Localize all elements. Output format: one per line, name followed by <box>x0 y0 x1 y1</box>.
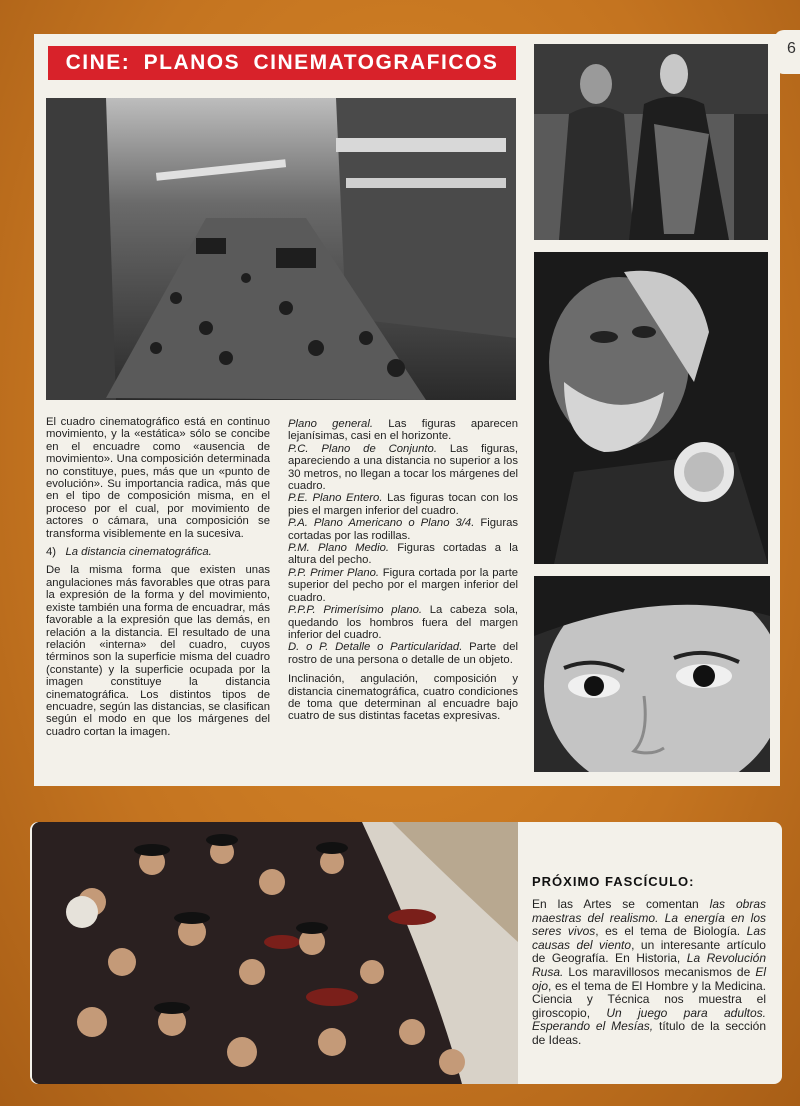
plano-term: P.M. Plano Medio. <box>288 542 390 555</box>
old-man-closeup-image <box>534 252 768 564</box>
crowd-scene-image <box>32 822 518 1084</box>
plano-term: P.C. Plano de Conjunto. <box>288 442 437 455</box>
next-text-italic: Las causas del viento <box>532 924 766 952</box>
section-title: La distancia cinematográfica. <box>65 546 212 559</box>
plano-term: P.P. Primer Plano. <box>288 566 380 579</box>
photo-western-street <box>46 98 516 400</box>
photo-old-man <box>534 252 768 564</box>
planos-list <box>288 418 518 666</box>
closing-paragraph: Inclinación, angulación, composición y distancia cinematográfica, cuatro condiciones de toma que determinan al encuadre bajo cuatro de sus distintas facetas expresivas. <box>288 673 518 723</box>
woman-eyes-closeup-image <box>534 576 770 772</box>
next-text-italic: las obras maestras del realismo. <box>532 897 766 925</box>
plano-desc: Las figuras tocan con los pies el margen inferior del cuadro. <box>288 492 519 517</box>
plano-term: P.A. Plano Americano o Plano 3/4. <box>288 517 475 530</box>
plano-desc: Parte del rostro de una persona o detalle de un objeto. <box>288 641 518 666</box>
next-issue-title: PRÓXIMO FASCÍCULO: <box>532 874 695 889</box>
article-column-2 <box>288 418 518 729</box>
plano-desc: Figuras cortadas por las rodillas. <box>288 517 519 542</box>
page-title: CINE: PLANOS CINEMATOGRAFICOS <box>48 46 516 80</box>
plano-item <box>288 604 518 641</box>
section-number: 4) <box>46 546 57 559</box>
plano-desc: Las figuras aparecen lejanísimas, casi en el horizonte. <box>288 418 518 443</box>
article-column-1 <box>46 416 270 744</box>
plano-term: Plano general. <box>288 418 373 430</box>
plano-item <box>288 492 518 517</box>
page-number: 6 <box>787 40 796 57</box>
body-paragraph: De la misma forma que existen unas angulaciones más favorables que otras para la expresión de la forma y del movimiento, existe también una forma de encuadrar, más favorable a la expresión que las demás, en relación a la distancia. El resultado de una relación «interna» del cuadro, cuyos términos son la superficie misma del cuadro (constante) y la superficie ocupada por la imagen constituye la distancia cinematográfica. Los distintos tipos de encuadre, según las distancias, se clasifican según el modo en que los márgenes del cuadro cortan la imagen. <box>46 564 270 738</box>
photo-two-women <box>534 44 768 240</box>
plano-term: P.E. Plano Entero. <box>288 492 383 505</box>
plano-desc: Figuras cortadas a la altura del pecho. <box>288 542 518 567</box>
next-text-part: , es el tema de Biología. <box>595 924 747 939</box>
two-women-walking-image <box>534 44 768 240</box>
photo-crowd <box>32 822 518 1084</box>
next-text-italic: Esperando el Mesías, <box>532 1019 654 1034</box>
section-heading <box>46 546 270 558</box>
next-text-italic: La Revolución Rusa. <box>532 951 766 979</box>
plano-desc: La cabeza sola, quedando los hombros fuera del margen inferior del cuadro. <box>288 604 518 641</box>
plano-item <box>288 517 518 542</box>
plano-item <box>288 641 518 666</box>
next-text-part: , un interesante artículo de Geografía. En Historia, <box>532 937 766 966</box>
plano-item <box>288 443 518 493</box>
plano-desc: Figura cortada por la parte superior del pecho por el margen inferior del cuadro. <box>288 566 518 604</box>
next-text-part: título de la sección de Ideas. <box>532 1019 767 1047</box>
plano-item <box>288 542 518 567</box>
plano-item <box>288 418 518 443</box>
next-text-part: , es el tema de El Hombre y la Medicina. Ciencia y Técnica nos muestra el giroscopio, <box>532 978 766 1020</box>
plano-term: P.P.P. Primerísimo plano. <box>288 604 423 617</box>
next-text-part: Los maravillosos mecanismos de <box>563 964 756 979</box>
photo-woman-eyes <box>534 576 770 772</box>
next-issue-text <box>532 898 766 1048</box>
next-text-italic: El ojo <box>532 964 766 993</box>
intro-paragraph: El cuadro cinematográfico está en continuo movimiento, y la «estática» sólo se concibe en el encuadre como «ausencia de movimiento». Una composición determinada no constituye, pues, más que un «punto de evolución». Su importancia radica, más que en el tipo de composición misma, en el proceso por el cual, por movimiento de actores o cámara, una composición se transforma visiblemente en la sucesiva. <box>46 416 270 540</box>
next-text-italic: Un juego para adultos. <box>606 1005 766 1020</box>
plano-term: D. o P. Detalle o Particularidad. <box>288 641 463 654</box>
plano-desc: Las figuras, apareciendo a una distancia no superior a los 30 metros, no llegan a tocar los márgenes del cuadro. <box>288 442 519 493</box>
next-text-part: En las Artes se comentan <box>532 897 710 911</box>
next-text-italic: La energía en los seres vivos <box>532 910 766 939</box>
western-street-scene-image <box>46 98 516 400</box>
plano-item <box>288 567 518 604</box>
